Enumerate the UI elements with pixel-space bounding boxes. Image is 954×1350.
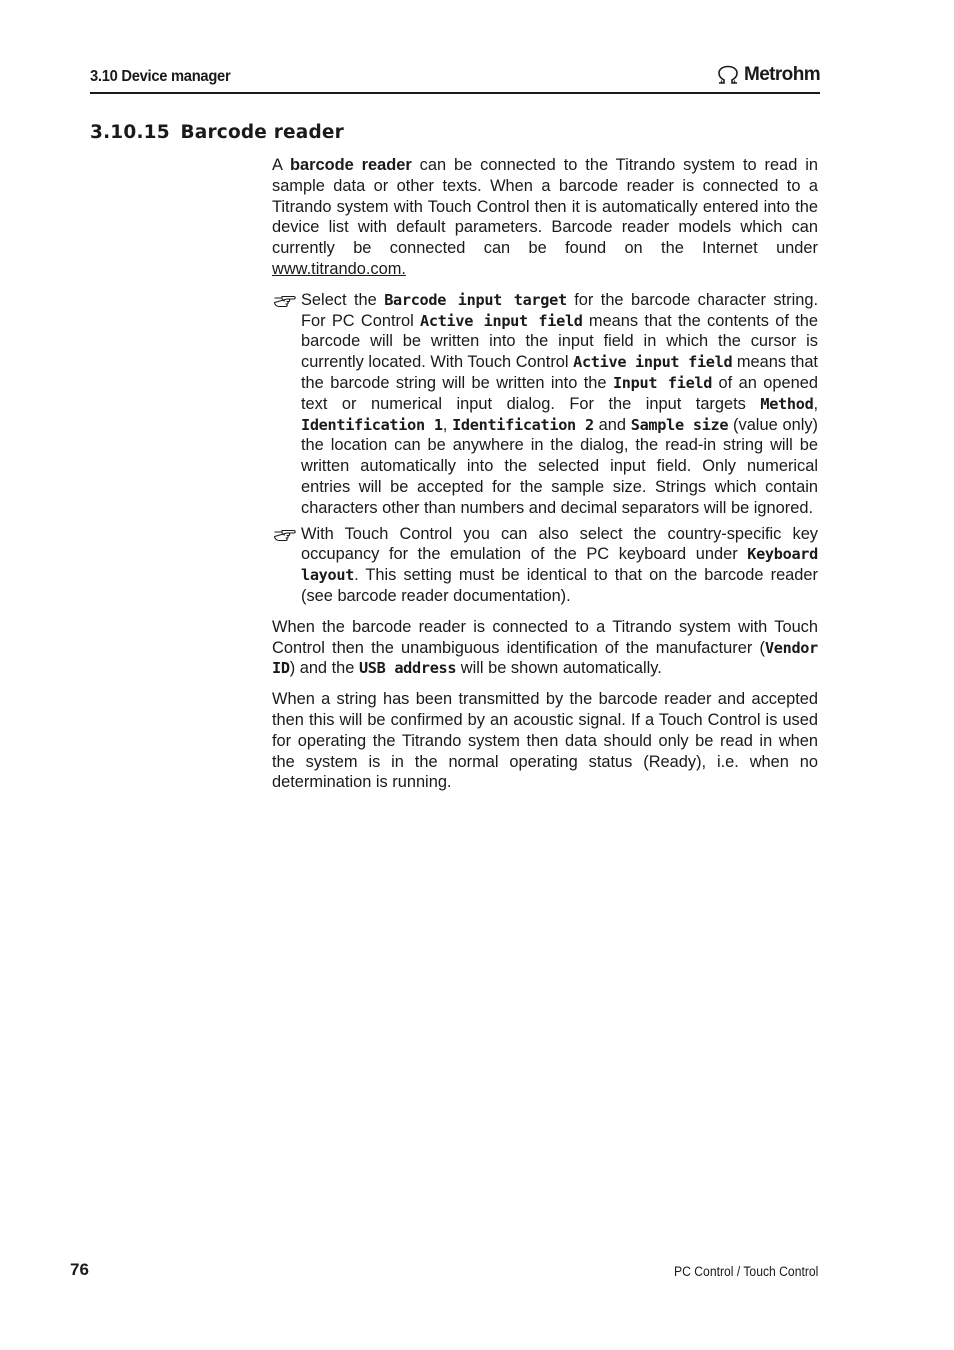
- hint-barcode-input-target: Select the Barcode input target for the barcode character string. For PC Control Active input field means that the contents of the barcode will be written into the input field in which the cursor is currently located. With Touch Control Active input field means that the barcode string will be written into the Input field of an opened text or numerical input dialog. For the input targets Method, Identification 1, Identification 2 and Sample size (value only) the location can be anywhere in the dialog, the read-in string will be written automatically into the selected input field. Only numerical entries will be accepted for the sample size. Strings which contain characters other than numbers and decimal separators will be ignored.: [272, 290, 818, 519]
- brand-name: Metrohm: [743, 64, 820, 85]
- ui-term-input-field: Input field: [612, 373, 713, 392]
- ui-term-identification-2: Identification 2: [452, 415, 594, 434]
- section-title-text: Barcode reader: [180, 122, 344, 143]
- acoustic-signal-paragraph: When a string has been transmitted by the barcode reader and accepted then this will be confirmed by an acoustic signal. If a Touch Control is used for operating the Titrando system then data should only be read in when the system is in the normal operating status (Ready), i.e. when no determination is running.: [272, 690, 818, 792]
- brand-logo: [716, 64, 820, 86]
- page-header: [90, 62, 820, 94]
- intro-paragraph: A barcode reader can be connected to the Titrando system to read in sample data or other texts. When a barcode reader is connected to a Titrando system with Touch Control then it is automatically entered into the device list with default parameters. Barcode reader models which can currently be connected can be found on the Internet under www.titrando.com.: [272, 156, 818, 278]
- pointing-hand-icon: [273, 526, 297, 542]
- ui-term-barcode-input-target: Barcode input target: [384, 290, 567, 309]
- page-number: 76: [70, 1260, 89, 1279]
- pointing-hand-icon: [273, 292, 297, 308]
- hint-keyboard-layout: With Touch Control you can also select the country-specific key occupancy for the emulation of the PC keyboard under Keyboard layout. This setting must be identical to that on the barcode reader (see barcode reader documentation).: [272, 524, 818, 607]
- ui-term-keyboard-layout: Keyboard layout: [301, 545, 818, 585]
- body-content: [272, 155, 818, 803]
- vendor-paragraph: When the barcode reader is connected to a Titrando system with Touch Control then the unambiguous identification of the manufacturer (Vendor ID) and the USB address will be shown automatically.: [272, 617, 818, 678]
- ui-term-identification-1: Identification 1: [301, 415, 443, 434]
- ui-term-method: Method: [760, 394, 814, 413]
- titrando-link[interactable]: www.titrando.com.: [272, 259, 406, 278]
- omega-logo-icon: [716, 65, 740, 85]
- ui-term-vendor-id: Vendor ID: [272, 638, 818, 678]
- section-number: 3.10.15: [90, 122, 170, 143]
- ui-term-usb-address: USB address: [358, 659, 457, 678]
- term-barcode-reader: barcode reader: [289, 156, 412, 174]
- ui-term-active-input-field: Active input field: [420, 311, 583, 330]
- section-heading: [90, 122, 344, 143]
- ui-term-active-input-field: Active input field: [573, 353, 733, 372]
- footer-title: PC Control / Touch Control: [673, 1264, 818, 1279]
- ui-term-sample-size: Sample size: [630, 415, 729, 434]
- header-section-title: 3.10 Device manager: [90, 68, 231, 85]
